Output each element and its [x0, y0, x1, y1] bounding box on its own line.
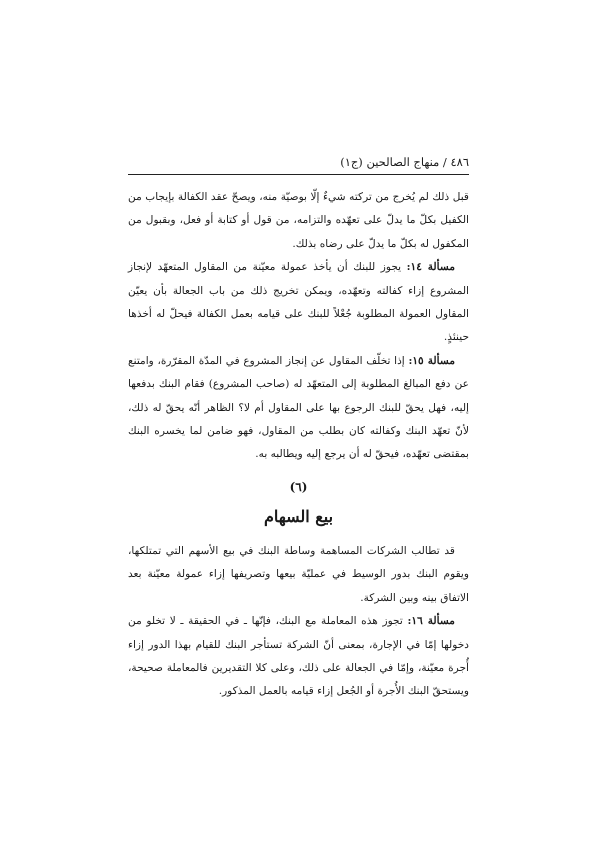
page-reference: ٤٨٦ / منهاج الصالحين (ج١) [340, 155, 469, 169]
issue-16-text: تجوز هذه المعاملة مع البنك، فإنّها ـ في الحقيقة ـ لا تخلو من دخولها إمّا في الإجارة، بمعنى أنّ الشركة تستأجر البنك للقيام بهذا الدور إزاء أُجرة معيّنة، وإمّا في الجعالة على ذلك، وعلى كلا التقديرين فالمعاملة صحيحة، ويستحقّ البنك الأُجرة أو الجُعل إزاء قيامه بالعمل المذكور. [128, 615, 469, 698]
section-title: بيع السهام [263, 507, 334, 526]
issue-14-label: مسألة ١٤: [406, 261, 456, 274]
running-header [128, 152, 469, 175]
body-text-bottom [128, 540, 469, 704]
issue-15-label: مسألة ١٥: [408, 354, 456, 367]
issue-16 [128, 610, 469, 704]
issue-15 [128, 350, 469, 467]
issue-14-text: يجوز للبنك أن يأخذ عمولة معيّنة من المقاول المتعهّد لإنجاز المشروع إزاء كفالته وتعهّده، ويمكن تخريج ذلك من باب الجعالة بأن يعيّن المقاول العمولة المطلوبة جُعْلاً للبنك على قيامه بعمل الكفالة فيحلّ له أخذها حينئذٍ. [128, 261, 469, 344]
body-text-top [128, 186, 469, 467]
paragraph-continuation: قبل ذلك لم يُخرج من تركته شيءٌ إلّا بوصيّة منه، ويصحّ عقد الكفالة بإيجاب من الكفيل بكلّ ما يدلّ على تعهّده والتزامه، من قول أو كتابة أو فعل، وبقبول من المكفول له بكلّ ما يدلّ على رضاه بذلك. [128, 191, 469, 250]
section-number: (٦) [289, 480, 308, 494]
issue-14 [128, 256, 469, 350]
issue-15-text: إذا تخلّف المقاول عن إنجاز المشروع في المدّة المقرّرة، وامتنع عن دفع المبالغ المطلوبة إلى المتعهّد له (صاحب المشروع) فقام البنك بدفعها إليه، فهل يحقّ للبنك الرجوع بها على المقاول أم لا؟ الظاهر أنّه يحقّ له ذلك، لأنّ تعهّد البنك وكفالته كان بطلب من المقاول، فهو ضامن لما يخسره البنك بمقتضى تعهّده، فيحقّ له أن يرجع إليه ويطالبه به. [128, 354, 469, 461]
section-intro: قد تطالب الشركات المساهمة وساطة البنك في بيع الأسهم التي تمتلكها، ويقوم البنك بدور الوسيط في عمليّة بيعها وتصريفها إزاء عمولة معيّنة بعد الاتفاق بينه وبين الشركة. [128, 545, 469, 604]
issue-16-label: مسألة ١٦: [407, 615, 455, 628]
